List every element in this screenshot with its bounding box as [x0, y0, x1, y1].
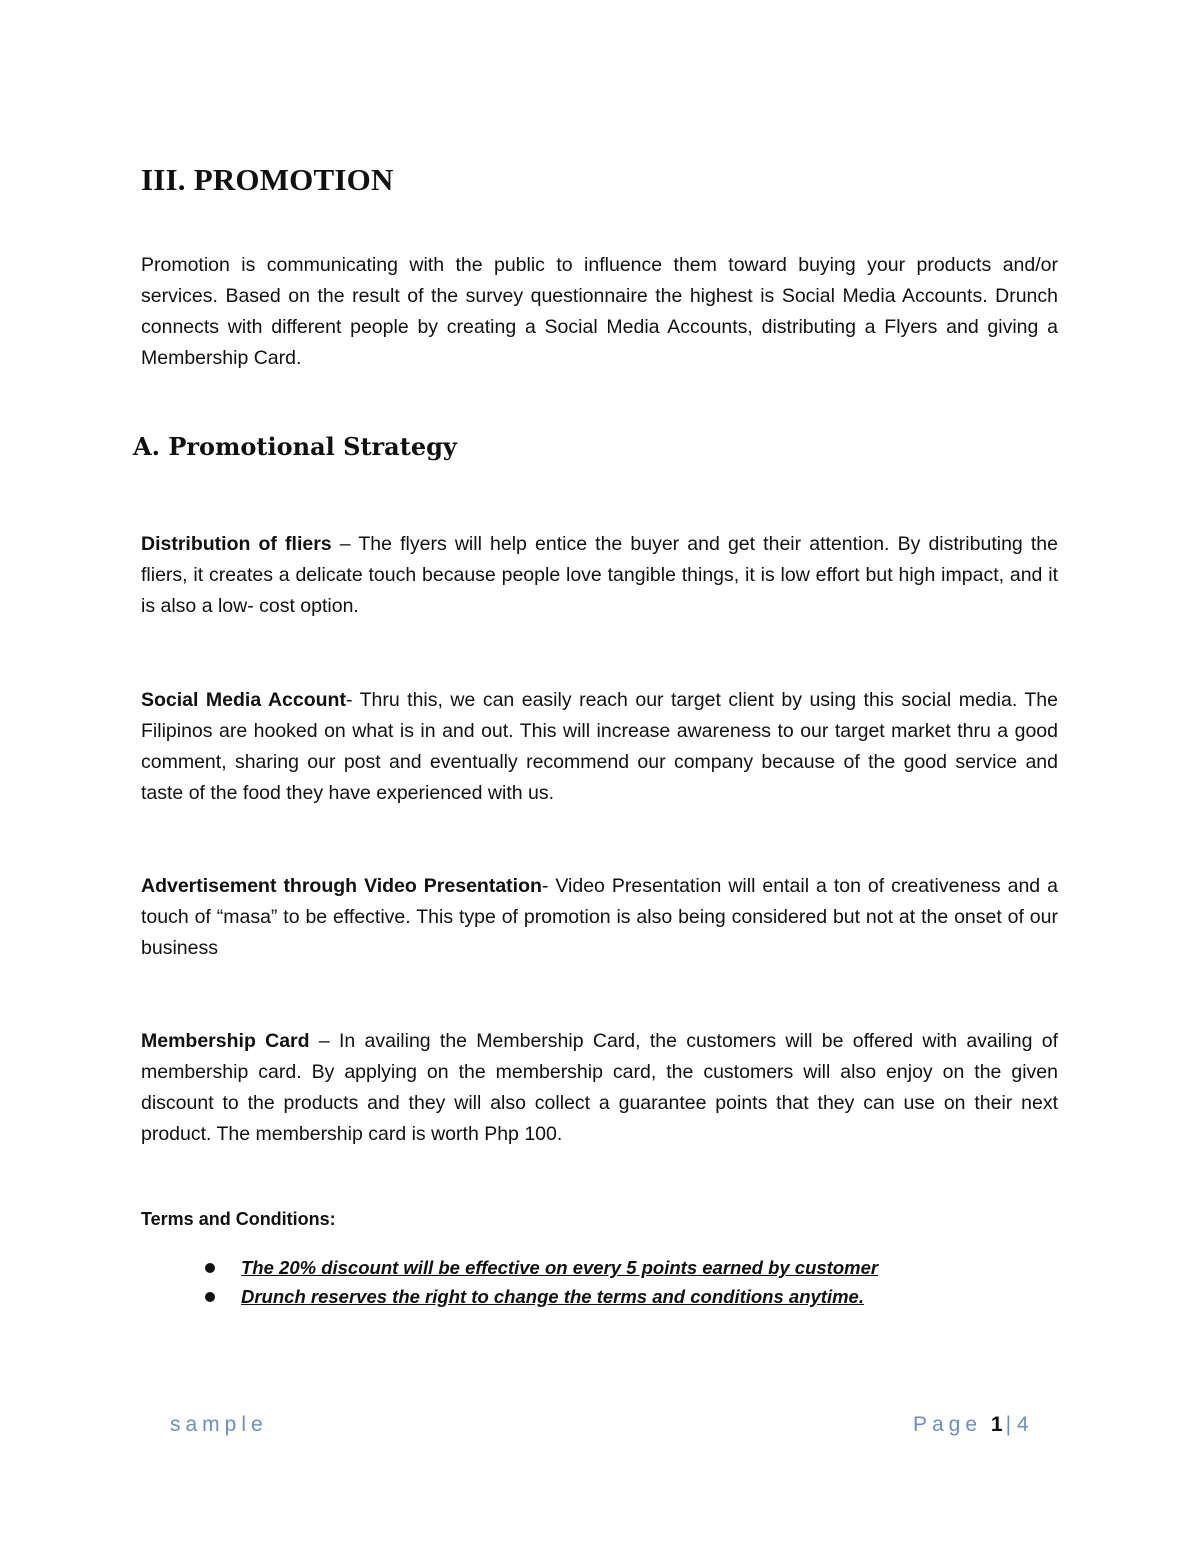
terms-item-text: The 20% discount will be effective on every 5 points earned by customer [241, 1257, 879, 1278]
footer-label: sample [170, 1413, 268, 1436]
strategy-term: Distribution of fliers [141, 533, 332, 555]
terms-item [203, 1282, 1003, 1311]
bullet-icon [205, 1263, 215, 1273]
page-word: Page [913, 1413, 983, 1436]
strategy-term: Social Media Account [141, 689, 346, 711]
bullet-icon [205, 1292, 215, 1302]
page-current: 1 [990, 1413, 1003, 1436]
section-heading: III. PROMOTION [141, 162, 394, 197]
intro-paragraph: Promotion is communicating with the public to influence them toward buying your products and/or services. Based on the result of the survey questionnaire the highest is Social Media Accounts. Drunch connects with different people by creating a Social Media Accounts, distributing a Flyers and giving a Membership Card. [141, 254, 1058, 369]
strategy-video [141, 871, 1058, 964]
strategy-term: Membership Card [141, 1030, 310, 1052]
terms-item-text: Drunch reserves the right to change the terms and conditions anytime. [241, 1286, 864, 1307]
strategy-text: - Video Presentation will entail a ton of creativeness and a touch of “masa” to be effective. This type of promotion is also being considered but not at the onset of our business [141, 875, 1058, 959]
strategy-social-media [141, 685, 1058, 809]
terms-heading: Terms and Conditions: [141, 1209, 336, 1229]
strategy-membership [141, 1026, 1058, 1150]
subsection-heading: A. Promotional Strategy [133, 432, 457, 461]
strategy-text: – The flyers will help entice the buyer and get their attention. By distributing the fliers, it creates a delicate touch because people love tangible things, it is low effort but high impact, and it is also a low- cost option. [141, 533, 1058, 617]
strategy-text: – In availing the Membership Card, the customers will be offered with availing of membership card. By applying on the membership card, the customers will also enjoy on the given discount to the products and they will also collect a guarantee points that they can use on their next product. The membership card is worth Php 100. [141, 1030, 1058, 1145]
terms-list [203, 1253, 1003, 1311]
strategy-fliers [141, 529, 1058, 622]
page-number [913, 1413, 1029, 1437]
strategy-term: Advertisement through Video Presentation [141, 875, 542, 897]
strategy-text: - Thru this, we can easily reach our target client by using this social media. The Filipinos are hooked on what is in and out. This will increase awareness to our target market thru a good comment, sharing our post and eventually recommend our company because of the good service and taste of the food they have experienced with us. [141, 689, 1058, 804]
page-total: 4 [1016, 1413, 1029, 1436]
page-separator: | [1005, 1413, 1012, 1436]
terms-item [203, 1253, 1003, 1282]
